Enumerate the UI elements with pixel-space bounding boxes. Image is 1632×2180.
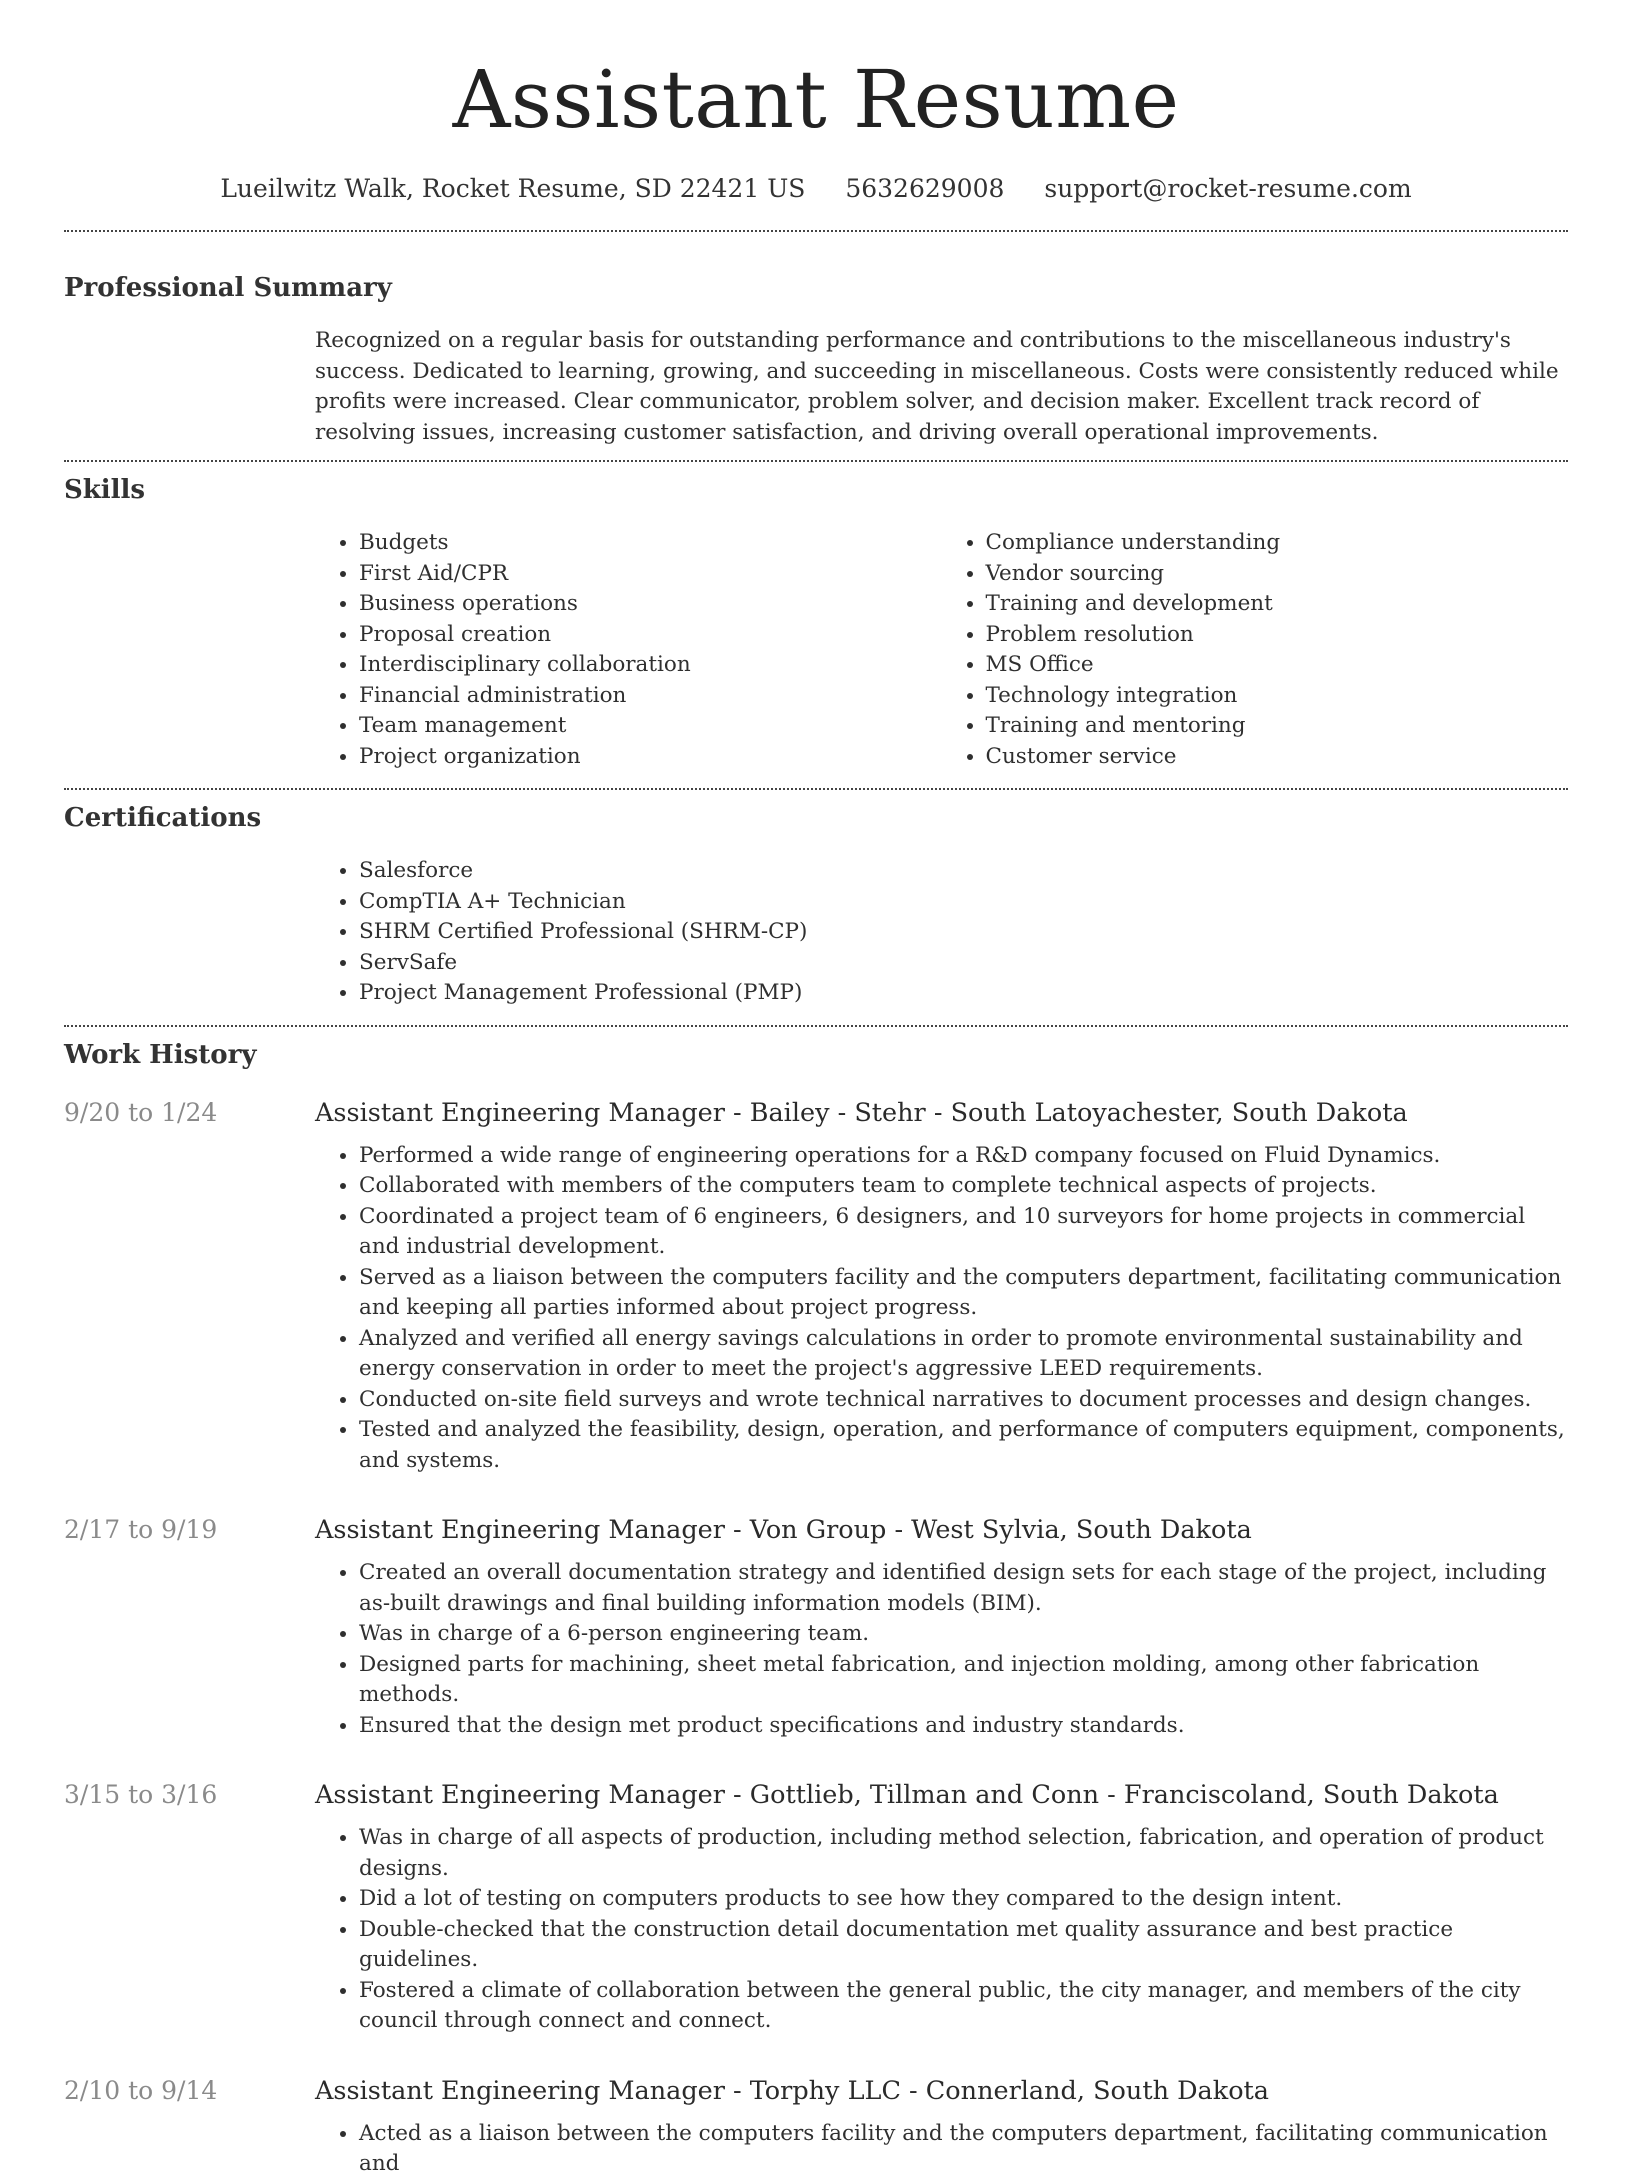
list-item: • Compliance understanding <box>986 528 1569 559</box>
summary-text: Recognized on a regular basis for outstanding performance and contributions to the miscellaneous industry's success. Dedicated to learning, growing, and succeeding in miscellaneous. Costs were consistently reduced while profits were increased. Clear communicator, problem solver, and decision maker. Excellent track record of resolving issues, increasing customer satisfaction, and driving overall operational improvements. <box>315 328 1559 445</box>
job-duties <box>315 1141 1568 1477</box>
job-dates: 3/15 to 3/16 <box>64 1780 218 1809</box>
job-header <box>64 2075 1568 2107</box>
job-title: Assistant Engineering Manager - Torphy LLC - Connerland, South Dakota <box>315 2075 1270 2106</box>
list-item: • Interdisciplinary collaboration <box>359 650 942 681</box>
contact-email[interactable]: support@rocket-resume.com <box>1044 174 1412 203</box>
list-item: • Business operations <box>359 589 942 620</box>
section-title-skills: Skills <box>64 475 146 505</box>
contact-line <box>64 174 1568 204</box>
list-item: • Tested and analyzed the feasibility, design, operation, and performance of computers equipment, components, and systems. <box>359 1415 1568 1476</box>
list-item: • Acted as a liaison between the computers facility and the computers department, facilitating communication and <box>359 2119 1568 2180</box>
list-item: • Was in charge of a 6-person engineering team. <box>359 1619 1568 1650</box>
list-item: • CompTIA A+ Technician <box>359 887 1568 918</box>
list-item: • Customer service <box>986 742 1569 773</box>
list-item: • Training and development <box>986 589 1569 620</box>
list-item: • Fostered a climate of collaboration between the general public, the city manager, and members of the city council through connect and connect. <box>359 1976 1568 2037</box>
divider <box>64 230 1568 232</box>
list-item: • ServSafe <box>359 948 1568 979</box>
certifications-list <box>315 856 1568 1009</box>
list-item: • Proposal creation <box>359 620 942 651</box>
job-title: Assistant Engineering Manager - Bailey - Stehr - South Latoyachester, South Dakota <box>315 1097 1408 1128</box>
list-item: • Project Management Professional (PMP) <box>359 978 1568 1009</box>
list-item: • Training and mentoring <box>986 711 1569 742</box>
skills-list <box>315 528 1568 772</box>
list-item: • Collaborated with members of the computers team to complete technical aspects of projects. <box>359 1171 1568 1202</box>
list-item: • Ensured that the design met product specifications and industry standards. <box>359 1711 1568 1742</box>
contact-phone: 5632629008 <box>845 174 1005 203</box>
section-title-summary: Professional Summary <box>64 273 392 303</box>
list-item: • Problem resolution <box>986 620 1569 651</box>
list-item: • First Aid/CPR <box>359 559 942 590</box>
list-item: • Vendor sourcing <box>986 559 1569 590</box>
list-item: • Budgets <box>359 528 942 559</box>
list-item: • Served as a liaison between the computers facility and the computers department, facilitating communication and keeping all parties informed about project progress. <box>359 1263 1568 1324</box>
section-title-work-history: Work History <box>64 1039 257 1070</box>
job-entry <box>64 2075 1568 2180</box>
divider <box>64 1025 1568 1027</box>
list-item: • Designed parts for machining, sheet metal fabrication, and injection molding, among other fabrication methods. <box>359 1650 1568 1711</box>
job-title: Assistant Engineering Manager - Von Group - West Sylvia, South Dakota <box>315 1515 1252 1545</box>
list-item: • Performed a wide range of engineering operations for a R&D company focused on Fluid Dynamics. <box>359 1141 1568 1172</box>
job-duties <box>315 1823 1568 2037</box>
job-entry <box>64 1779 1568 2037</box>
job-header <box>64 1097 1568 1129</box>
list-item: • Analyzed and verified all energy savings calculations in order to promote environmental sustainability and energy conservation in order to meet the project's aggressive LEED requirements. <box>359 1324 1568 1385</box>
job-duties <box>315 2119 1568 2180</box>
divider <box>64 460 1568 462</box>
list-item: • Conducted on-site field surveys and wrote technical narratives to document processes and design changes. <box>359 1385 1568 1416</box>
list-item: • Salesforce <box>359 856 1568 887</box>
list-item: • SHRM Certified Professional (SHRM-CP) <box>359 917 1568 948</box>
job-duties <box>315 1558 1568 1741</box>
section-title-certifications: Certifications <box>64 803 262 833</box>
list-item: • Financial administration <box>359 681 942 712</box>
skills-column-left <box>315 528 942 772</box>
list-item: • Double-checked that the construction detail documentation met quality assurance and best practice guidelines. <box>359 1915 1568 1976</box>
resume-title: Assistant Resume <box>452 53 1180 146</box>
job-header <box>64 1514 1568 1546</box>
job-dates: 9/20 to 1/24 <box>64 1097 218 1127</box>
job-dates: 2/10 to 9/14 <box>64 2075 218 2105</box>
list-item: • MS Office <box>986 650 1569 681</box>
job-dates: 2/17 to 9/19 <box>64 1515 218 1544</box>
job-entry <box>64 1097 1568 1477</box>
list-item: • Coordinated a project team of 6 engineers, 6 designers, and 10 surveyors for home projects in commercial and industrial development. <box>359 1202 1568 1263</box>
list-item: • Technology integration <box>986 681 1569 712</box>
job-header <box>64 1779 1568 1811</box>
list-item: • Did a lot of testing on computers products to see how they compared to the design intent. <box>359 1884 1568 1915</box>
resume-page <box>64 0 1568 2180</box>
job-title: Assistant Engineering Manager - Gottlieb, Tillman and Conn - Franciscoland, South Dakota <box>315 1780 1499 1810</box>
list-item: • Was in charge of all aspects of production, including method selection, fabrication, and operation of product designs. <box>359 1823 1568 1884</box>
contact-address: Lueilwitz Walk, Rocket Resume, SD 22421 US <box>220 174 806 203</box>
list-item: • Team management <box>359 711 942 742</box>
divider <box>64 788 1568 790</box>
list-item: • Created an overall documentation strategy and identified design sets for each stage of the project, including as-built drawings and final building information models (BIM). <box>359 1558 1568 1619</box>
skills-column-right <box>942 528 1569 772</box>
list-item: • Project organization <box>359 742 942 773</box>
job-entry <box>64 1514 1568 1741</box>
